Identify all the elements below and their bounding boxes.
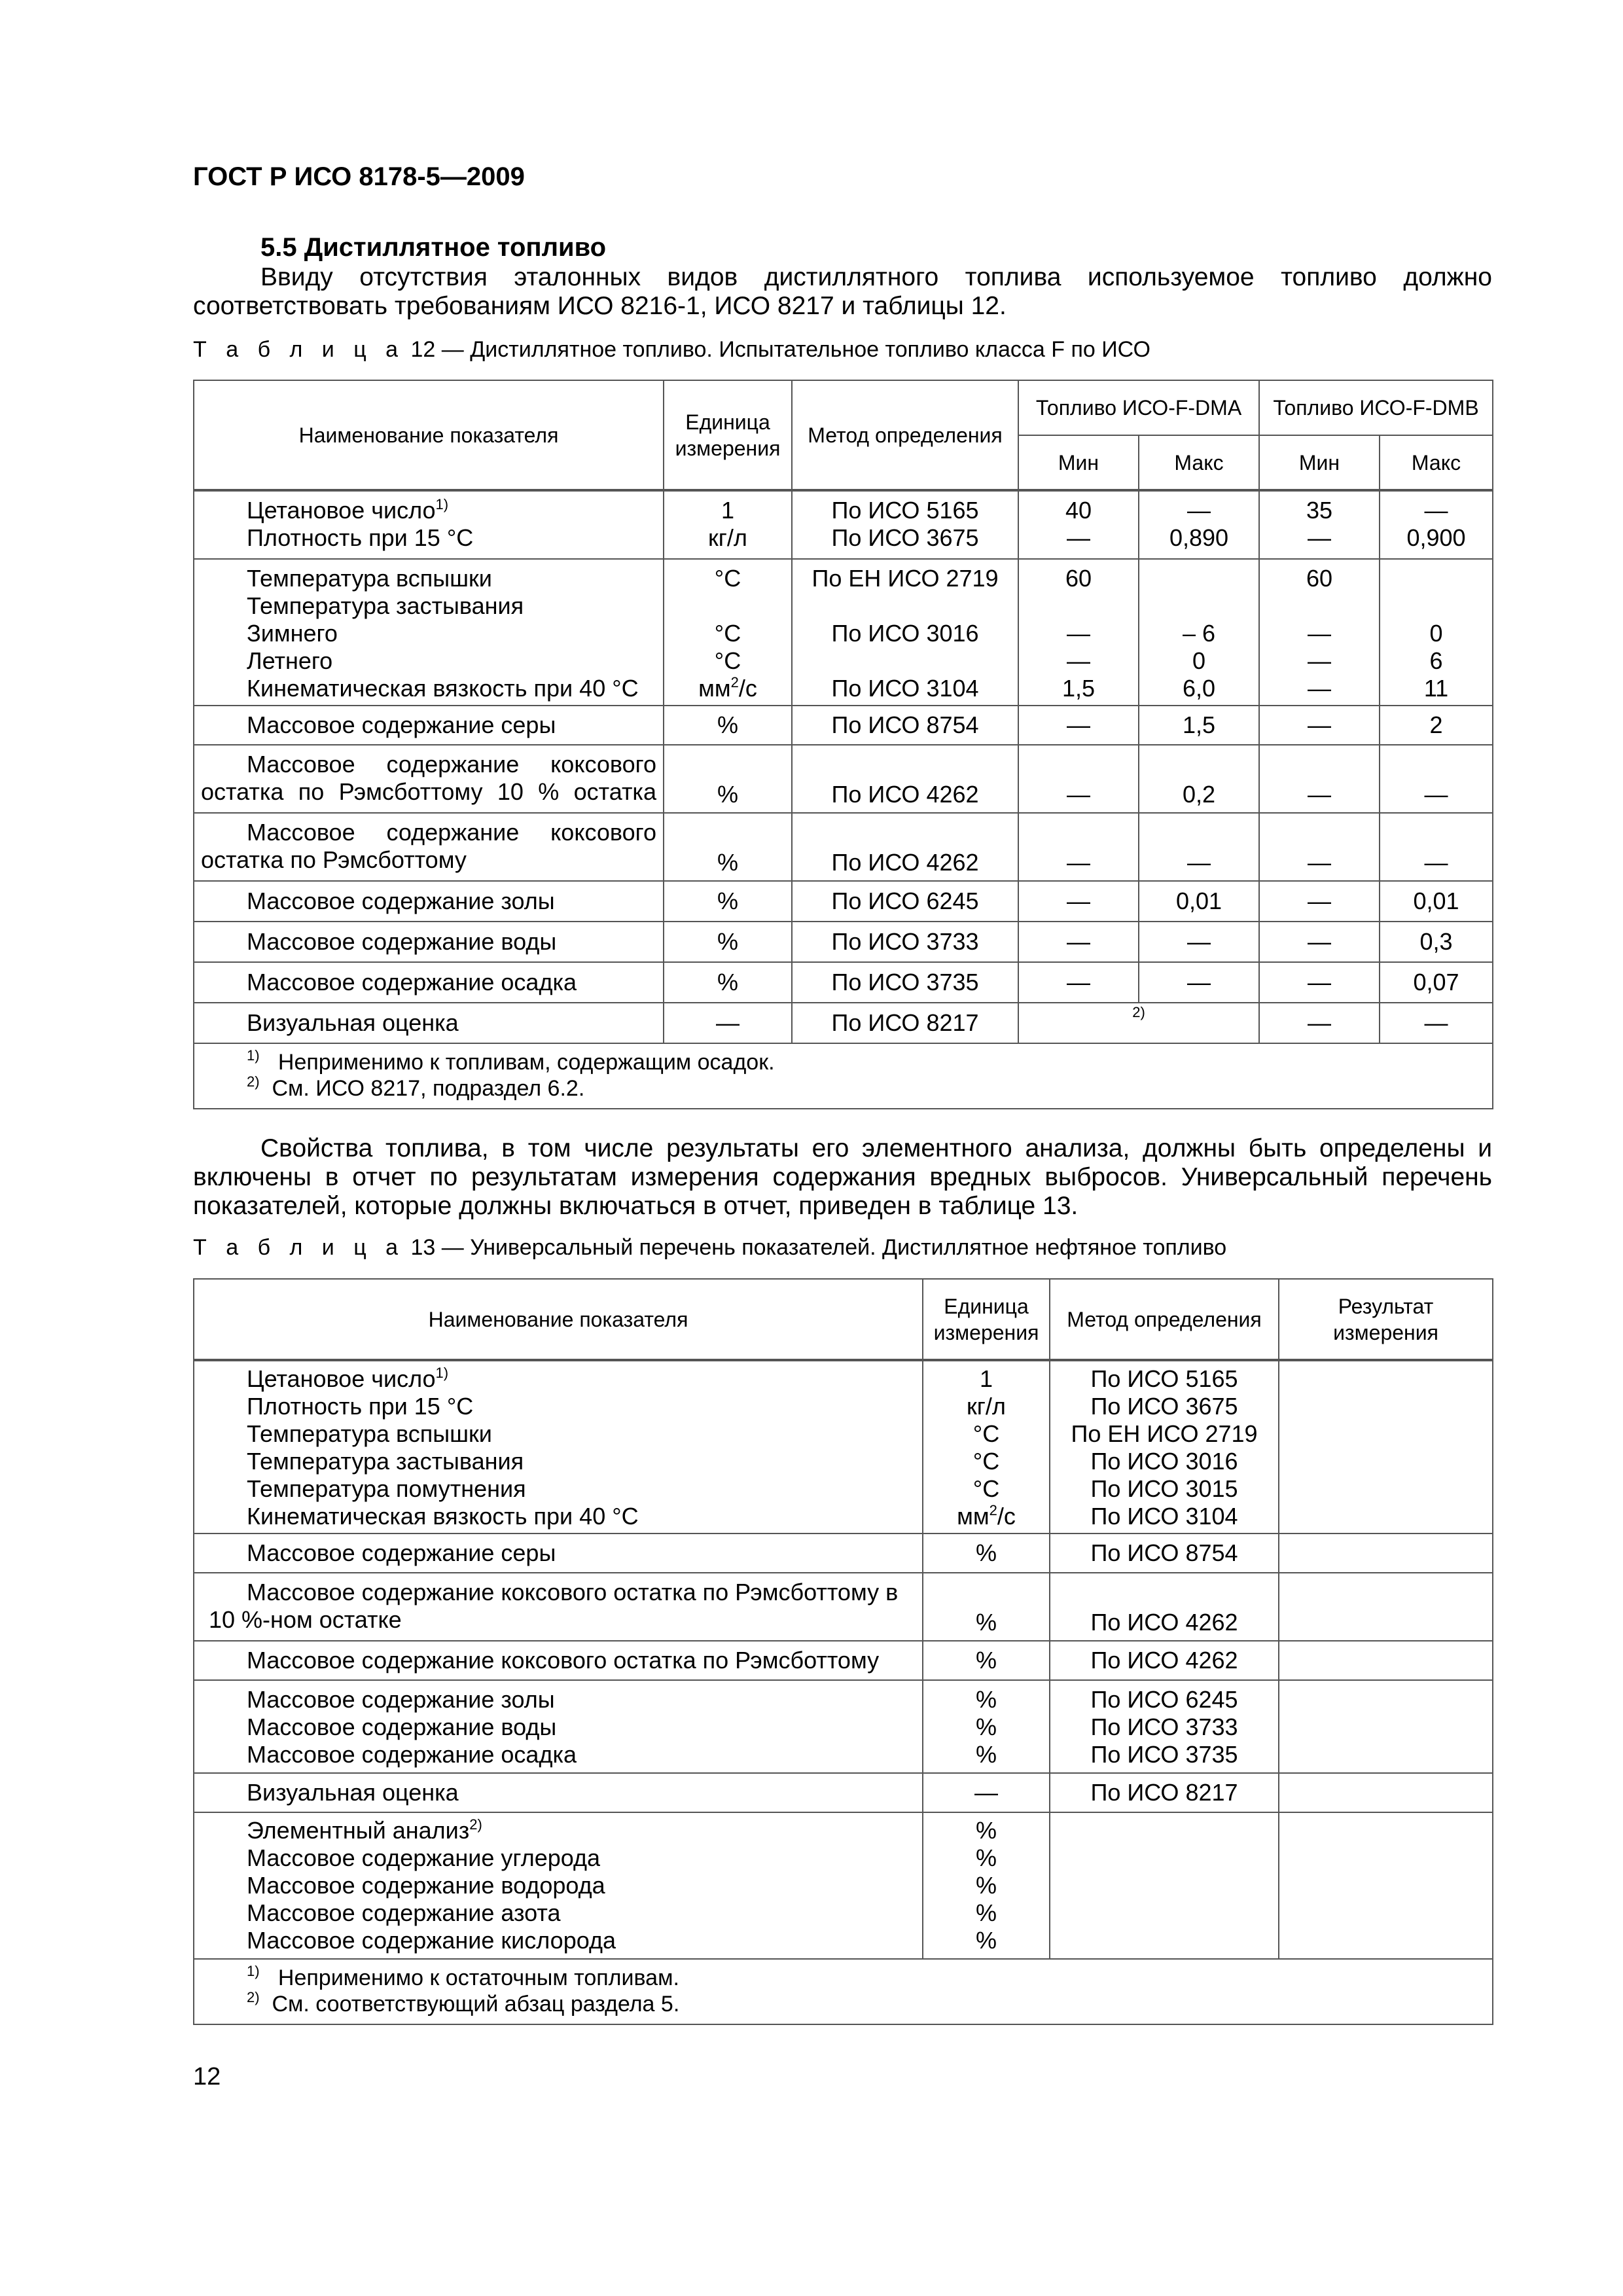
table-row: Массовое содержание серы % По ИСО 8754 xyxy=(194,1534,1493,1573)
table-row: Массовое содержание осадка % По ИСО 3735 — — — 0,07 xyxy=(194,962,1493,1003)
header-result: Результат измерения xyxy=(1279,1279,1493,1360)
document-header: ГОСТ Р ИСО 8178-5—2009 xyxy=(193,162,525,191)
header-dma-min: Мин xyxy=(1018,435,1139,490)
result-cell xyxy=(1279,1641,1493,1680)
header-dma: Топливо ИСО-F-DMA xyxy=(1018,380,1259,435)
header-unit: Единица измерения xyxy=(664,380,792,490)
table-row: Массовое содержание коксового остатка по Рэмсботтому % По ИСО 4262 xyxy=(194,1641,1493,1680)
page-number: 12 xyxy=(193,2063,221,2090)
table-footnotes: $^{1)}$ Неприменимо к топливам, содержащим осадок. $^{2)}$ См. ИСО 8217, подраздел 6.2. xyxy=(194,1043,1493,1109)
table-row: Массовое содержание коксового остатка по Рэмсботтому % По ИСО 4262 — — — — xyxy=(194,813,1493,881)
table-row: Температура вспышки Температура застывания Зимнего Летнего Кинематическая вязкость при 40 °С °С °С °С $мм^2/с$ По ЕН ИСО 2719 По ИСО 3016 По ИСО 3104 60 — — 1,5 – 6 0 6,0 60 — — — 0 6 11 xyxy=(194,559,1493,706)
intro-paragraph: Ввиду отсутствия эталонных видов дистиллятного топлива используемое топливо должно соответствовать требованиям ИСО 8216-1, ИСО 8217 и таблицы 12. xyxy=(193,263,1492,320)
result-cell xyxy=(1279,1360,1493,1534)
table-row: Визуальная оценка — По ИСО 8217 xyxy=(194,1773,1493,1812)
result-cell xyxy=(1279,1534,1493,1573)
header-name: Наименование показателя xyxy=(194,1279,923,1360)
header-dmb-min: Мин xyxy=(1259,435,1380,490)
table-row: Массовое содержание коксового остатка по Рэмсботтому 10 % остатка % По ИСО 4262 — 0,2 — — xyxy=(194,745,1493,813)
table-row: Цетановое число$^{1)}$ Плотность при 15 °С 1 кг/л По ИСО 5165 По ИСО 3675 40 — — 0,890 35 — — 0,900 xyxy=(194,490,1493,559)
middle-paragraph: Свойства топлива, в том числе результаты его элементного анализа, должны быть определены и включены в отчет по результатам измерения содержания вредных выбросов. Универсальный перечень показателей, которые должны включаться в отчет, приведен в таблице 13. xyxy=(193,1134,1492,1220)
section-title: 5.5 Дистиллятное топливо xyxy=(260,233,607,262)
table-12-caption: Т а б л и ц а 12 — Дистиллятное топливо. Испытательное топливо класса F по ИСО xyxy=(193,337,1150,362)
table-row: Массовое содержание серы % По ИСО 8754 — 1,5 — 2 xyxy=(194,706,1493,745)
header-dmb: Топливо ИСО-F-DMB xyxy=(1259,380,1493,435)
table-row: Массовое содержание золы % По ИСО 6245 — 0,01 — 0,01 xyxy=(194,881,1493,922)
header-method: Метод определения xyxy=(792,380,1018,490)
table-row: Массовое содержание воды % По ИСО 3733 — — — 0,3 xyxy=(194,922,1493,962)
header-unit: Единица измерения xyxy=(923,1279,1050,1360)
table-row: Массовое содержание коксового остатка по Рэмсботтому в 10 %-ном остатке % По ИСО 4262 xyxy=(194,1573,1493,1641)
table-row: Массовое содержание золы Массовое содержание воды Массовое содержание осадка % % % По ИСО 6245 По ИСО 3733 По ИСО 3735 xyxy=(194,1680,1493,1773)
table-13-caption: Т а б л и ц а 13 — Универсальный перечень показателей. Дистиллятное нефтяное топливо xyxy=(193,1235,1227,1260)
table-row: Визуальная оценка — По ИСО 8217 $^{2)}$ — — xyxy=(194,1003,1493,1043)
result-cell xyxy=(1279,1773,1493,1812)
header-dmb-max: Макс xyxy=(1380,435,1493,490)
header-name: Наименование показателя xyxy=(194,380,664,490)
table-13 xyxy=(193,1278,1493,2025)
result-cell xyxy=(1279,1573,1493,1641)
table-row: Цетановое число$^{1)}$ Плотность при 15 °С Температура вспышки Температура застывания Температура помутнения Кинематическая вязкость при 40 °С 1 кг/л °С °С °С $мм^2/с$ По ИСО 5165 По ИСО 3675 По ЕН ИСО 2719 По ИСО 3016 По ИСО 3015 По ИСО 3104 xyxy=(194,1360,1493,1534)
table-footnotes: $^{1)}$ Неприменимо к остаточным топливам. $^{2)}$ См. соответствующий абзац раздела 5. xyxy=(194,1959,1493,2024)
result-cell xyxy=(1279,1680,1493,1773)
result-cell xyxy=(1279,1812,1493,1959)
header-method: Метод определения xyxy=(1050,1279,1279,1360)
header-dma-max: Макс xyxy=(1139,435,1259,490)
table-12 xyxy=(193,380,1493,1109)
table-row: Элементный анализ$^{2)}$ Массовое содержание углерода Массовое содержание водорода Массовое содержание азота Массовое содержание кислорода % % % % % xyxy=(194,1812,1493,1959)
